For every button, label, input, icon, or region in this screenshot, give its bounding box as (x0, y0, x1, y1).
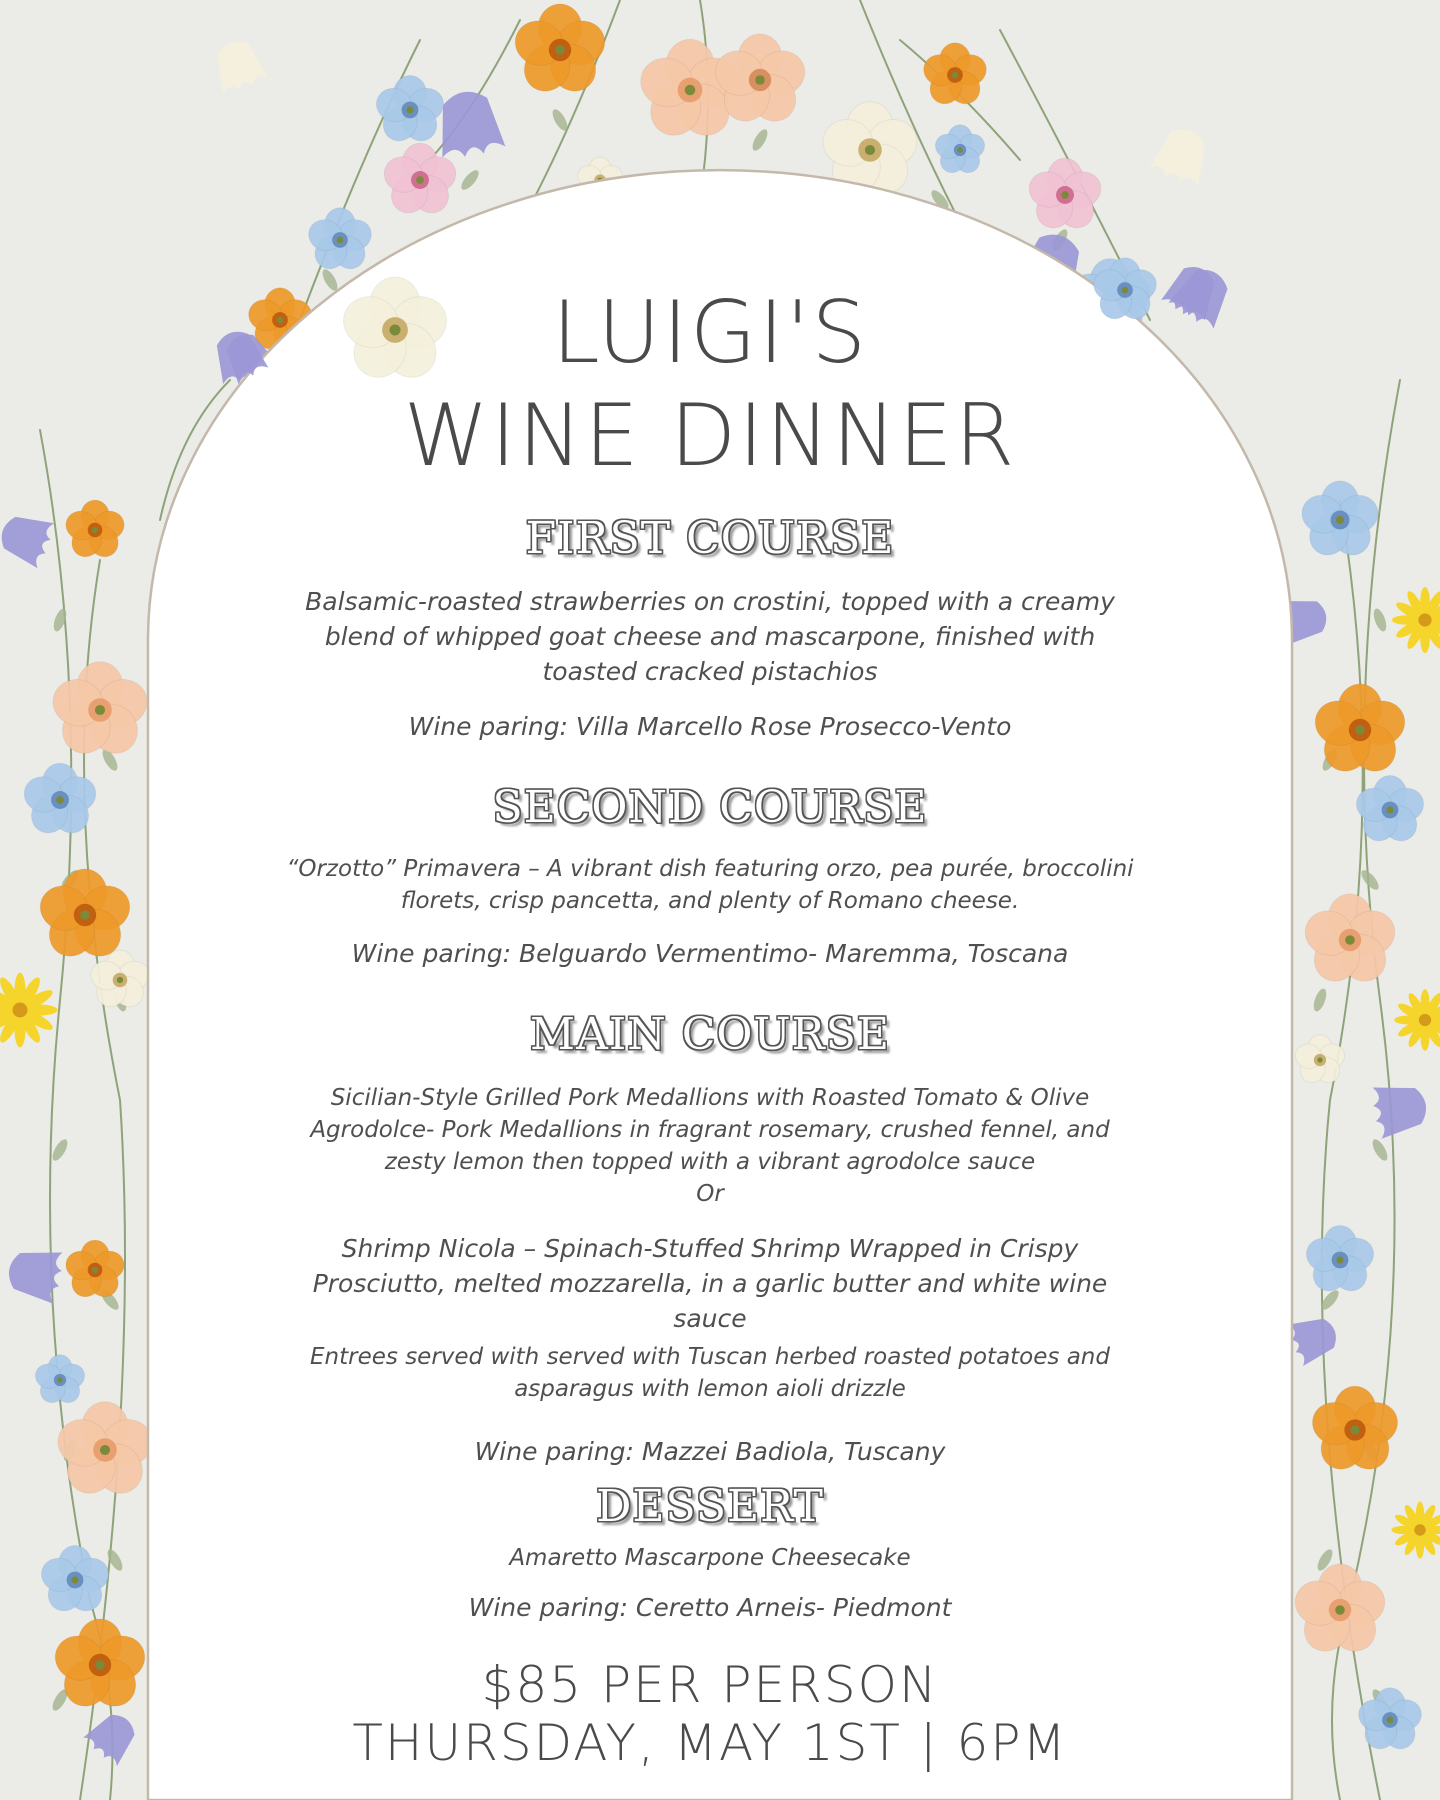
second-course-desc-2: florets, crisp pancetta, and plenty of Romano cheese. (400, 888, 1020, 914)
main-option-2-line-1: Shrimp Nicola – Spinach-Stuffed Shrimp Wrapped in Crispy (341, 1234, 1079, 1263)
main-sides-line-2: asparagus with lemon aioli drizzle (514, 1376, 906, 1402)
first-course-wine: Wine paring: Villa Marcello Rose Prosecco-Vento (408, 712, 1012, 741)
main-option-1-line-2: Agrodolce- Pork Medallions in fragrant rosemary, crushed fennel, and (310, 1117, 1110, 1143)
main-or-separator: Or (696, 1181, 724, 1207)
main-option-2-line-3: sauce (673, 1304, 747, 1333)
dessert-wine: Wine paring: Ceretto Arneis- Piedmont (468, 1593, 952, 1622)
dessert-heading: DESSERT (596, 1481, 824, 1532)
title-line-1: LUIGI'S (551, 283, 869, 383)
event-date: THURSDAY, MAY 1ST | 6PM (352, 1714, 1068, 1772)
main-sides-line-1: Entrees served with served with Tuscan herbed roasted potatoes and (310, 1344, 1110, 1370)
title-line-2: WINE DINNER (403, 386, 1017, 486)
dessert-desc: Amaretto Mascarpone Cheesecake (509, 1545, 911, 1571)
price: $85 PER PERSON (481, 1656, 939, 1714)
main-option-1-line-3: zesty lemon then topped with a vibrant agrodolce sauce (384, 1149, 1036, 1175)
second-course-heading: SECOND COURSE (492, 782, 928, 833)
second-course-wine: Wine paring: Belguardo Vermentimo- Maremma, Toscana (351, 939, 1069, 968)
main-option-1-line-1: Sicilian-Style Grilled Pork Medallions with Roasted Tomato & Olive (330, 1085, 1090, 1111)
main-option-2-line-2: Prosciutto, melted mozzarella, in a garlic butter and white wine (312, 1269, 1108, 1298)
first-course-desc-2: blend of whipped goat cheese and mascarpone, finished with (324, 622, 1096, 651)
first-course-desc-1: Balsamic-roasted strawberries on crostini, topped with a creamy (305, 587, 1115, 616)
main-course-heading: MAIN COURSE (530, 1009, 890, 1060)
first-course-heading: FIRST COURSE (525, 513, 895, 564)
main-course-wine: Wine paring: Mazzei Badiola, Tuscany (474, 1437, 946, 1466)
first-course-desc-3: toasted cracked pistachios (542, 657, 878, 686)
second-course-desc-1: “Orzotto” Primavera – A vibrant dish featuring orzo, pea purée, broccolini (286, 856, 1134, 882)
